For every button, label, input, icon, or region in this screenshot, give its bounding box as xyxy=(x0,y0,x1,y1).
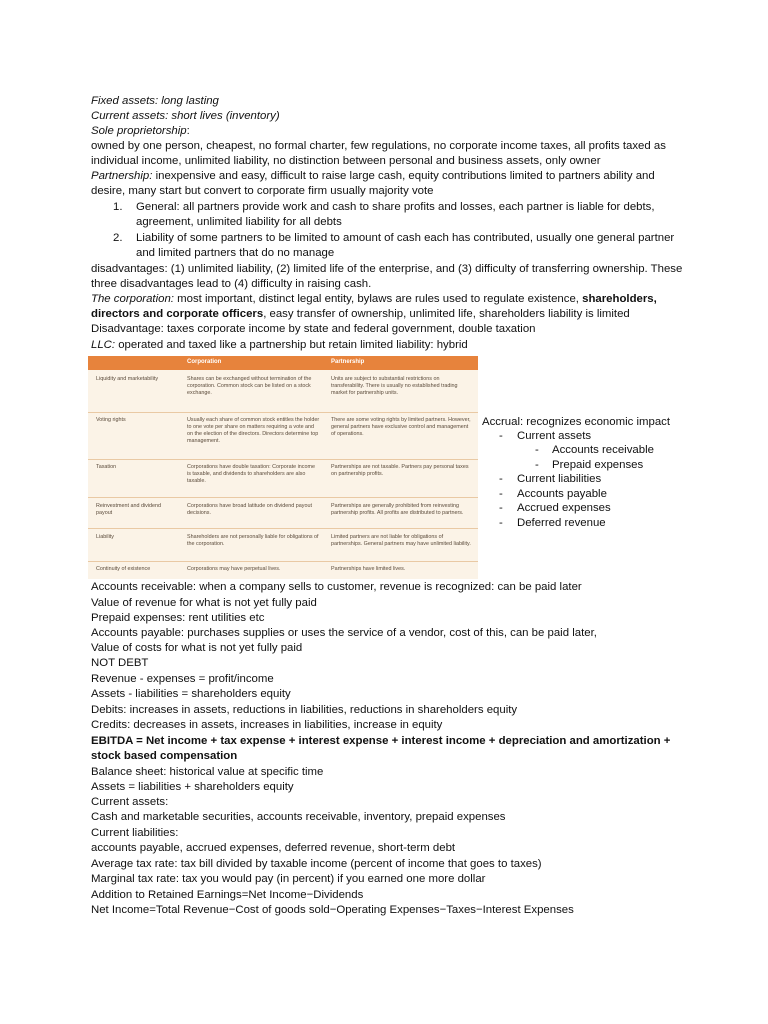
partnership-label: Partnership: xyxy=(91,170,153,182)
note-credits: Credits: decreases in assets, increases in liabilities, increase in equity xyxy=(91,719,443,731)
accrual-title: Accrual: recognizes economic impact xyxy=(482,416,671,428)
partnership-line-1 xyxy=(91,169,655,185)
sole-colon: : xyxy=(186,125,190,137)
bullet-dash: - xyxy=(499,430,503,442)
row-label: Taxation xyxy=(96,464,117,470)
note-average-tax-rate: Average tax rate: tax bill divided by taxable income (percent of income that goes to taxes) xyxy=(91,858,542,870)
row-divider xyxy=(88,412,478,413)
corporation-text-1a: most important, distinct legal entity, bylaws are rules used to regulate existence, xyxy=(173,293,583,305)
bullet-dash: - xyxy=(535,459,539,471)
table-header xyxy=(88,356,478,370)
row-label: Continuity of existence xyxy=(96,566,151,572)
note-accounts-receivable: Accounts receivable: when a company sells to customer, revenue is recognized: can be paid later xyxy=(91,581,582,593)
note-balance-sheet: Balance sheet: historical value at specific time xyxy=(91,766,324,778)
current-assets-line: Current assets: short lives (inventory) xyxy=(91,110,280,122)
row-divider xyxy=(88,497,478,498)
row-label: Reinvestment and dividend payout xyxy=(96,503,162,516)
note-revenue-expenses: Revenue - expenses = profit/income xyxy=(91,673,274,685)
list-number-2: 2. xyxy=(113,232,123,244)
list-number-1: 1. xyxy=(113,201,123,213)
header-partnership: Partnership xyxy=(331,359,365,365)
note-not-debt: NOT DEBT xyxy=(91,657,149,669)
partnership-text-1: inexpensive and easy, difficult to raise large cash, equity contributions limited to partners ability and xyxy=(152,170,655,182)
bullet-dash: - xyxy=(499,488,503,500)
note-current-liabilities-heading: Current liabilities: xyxy=(91,827,179,839)
row-corporation: Shareholders are not personally liable for obligations of the corporation. xyxy=(187,534,319,547)
row-label: Liability xyxy=(96,534,114,540)
general-partnership-line-1: General: all partners provide work and cash to share profits and losses, each partner is liable for debts, xyxy=(136,201,655,213)
sole-line-2: individual income, unlimited liability, no distinction between personal and business assets, only owner xyxy=(91,155,601,167)
note-accounts-payable: Accounts payable: purchases supplies or uses the service of a vendor, cost of this, can be paid later, xyxy=(91,627,597,639)
corporation-line-2 xyxy=(91,307,630,323)
corporation-disadvantage: Disadvantage: taxes corporate income by state and federal government, double taxation xyxy=(91,323,536,335)
row-corporation: Corporations have broad latitude on dividend payout decisions. xyxy=(187,503,312,516)
row-label: Liquidity and marketability xyxy=(96,376,159,382)
row-corporation: Shares can be exchanged without termination of the corporation. Common stock can be listed on a stock exchange. xyxy=(187,376,312,396)
accrual-accrued-expenses: Accrued expenses xyxy=(517,502,611,514)
row-partnership: Partnerships are generally prohibited from reinvesting partnership profits. All profits are distributed to partners. xyxy=(331,503,464,516)
row-partnership: Partnerships have limited lives. xyxy=(331,566,406,572)
note-marginal-tax-rate: Marginal tax rate: tax you would pay (in percent) if you earned one more dollar xyxy=(91,873,486,885)
corporation-text-2b: , easy transfer of ownership, unlimited life, shareholders liability is limited xyxy=(263,308,630,320)
accrual-accounts-payable: Accounts payable xyxy=(517,488,607,500)
row-corporation: Corporations have double taxation: Corporate income is taxable, and dividends to shareholders are also taxable. xyxy=(187,464,315,484)
note-prepaid-expenses: Prepaid expenses: rent utilities etc xyxy=(91,612,265,624)
note-assets-equation: Assets = liabilities + shareholders equity xyxy=(91,781,294,793)
comparison-table xyxy=(88,356,478,579)
llc-label: LLC: xyxy=(91,339,116,351)
row-partnership: Partnerships are not taxable. Partners pay personal taxes on partnership profits. xyxy=(331,464,469,477)
accrual-prepaid-expenses: Prepaid expenses xyxy=(552,459,644,471)
row-divider xyxy=(88,459,478,460)
sole-proprietorship-label: Sole proprietorship xyxy=(91,125,187,137)
corporation-officers: directors and corporate officers xyxy=(91,308,264,320)
header-corporation: Corporation xyxy=(187,359,222,365)
corporation-shareholders: shareholders, xyxy=(582,293,657,305)
llc-text: operated and taxed like a partnership but retain limited liability: hybrid xyxy=(115,339,468,351)
row-partnership: Units are subject to substantial restrictions on transferability. There is usually no established trading market for partnership units. xyxy=(331,376,458,396)
note-current-assets-heading: Current assets: xyxy=(91,796,169,808)
row-divider xyxy=(88,528,478,529)
accrual-current-liabilities: Current liabilities xyxy=(517,473,602,485)
note-debits: Debits: increases in assets, reductions in liabilities, reductions in shareholders equity xyxy=(91,704,518,716)
note-net-income: Net Income=Total Revenue−Cost of goods sold−Operating Expenses−Taxes−Interest Expenses xyxy=(91,904,574,916)
note-ebitda-2: stock based compensation xyxy=(91,750,238,762)
accrual-accounts-receivable: Accounts receivable xyxy=(552,444,654,456)
row-divider xyxy=(88,561,478,562)
bullet-dash: - xyxy=(499,502,503,514)
row-corporation: Usually each share of common stock entitles the holder to one vote per share on matters requiring a vote and on the election of the directors. Directors determine top management. xyxy=(187,417,320,444)
accrual-current-assets: Current assets xyxy=(517,430,592,442)
sole-line-1: owned by one person, cheapest, no formal charter, few regulations, no corporate income taxes, all profits taxed as xyxy=(91,140,666,152)
limited-partnership-line-1: Liability of some partners to be limited to amount of cash each has contributed, usually one general partner xyxy=(136,232,675,244)
fixed-assets-line: Fixed assets: long lasting xyxy=(91,95,219,107)
llc-line xyxy=(91,338,468,354)
disadvantages-line-1: disadvantages: (1) unlimited liability, (2) limited life of the enterprise, and (3) difficulty of transferring ownership. These xyxy=(91,263,683,275)
bullet-dash: - xyxy=(499,517,503,529)
note-current-assets-list: Cash and marketable securities, accounts receivable, inventory, prepaid expenses xyxy=(91,811,506,823)
row-partnership: Limited partners are not liable for obligations of partnerships. General partners may have unlimited liability. xyxy=(331,534,471,547)
limited-partnership-line-2: and limited partners that do no manage xyxy=(136,247,335,259)
note-assets-liabilities: Assets - liabilities = shareholders equity xyxy=(91,688,291,700)
note-retained-earnings: Addition to Retained Earnings=Net Income−Dividends xyxy=(91,889,364,901)
accrual-deferred-revenue: Deferred revenue xyxy=(517,517,606,529)
partnership-line-2: desire, many start but convert to corporate firm usually majority vote xyxy=(91,185,434,197)
corporation-label: The corporation: xyxy=(91,293,174,305)
note-value-of-revenue: Value of revenue for what is not yet fully paid xyxy=(91,597,317,609)
disadvantages-line-2: three disadvantages lead to (4) difficulty in raising cash. xyxy=(91,278,372,290)
bullet-dash: - xyxy=(499,473,503,485)
corporation-line-1 xyxy=(91,292,657,308)
sole-proprietorship-heading xyxy=(91,124,190,140)
row-corporation: Corporations may have perpetual lives. xyxy=(187,566,281,572)
row-label: Voting rights xyxy=(96,417,126,423)
bullet-dash: - xyxy=(535,444,539,456)
general-partnership-line-2: agreement, unlimited liability for all debts xyxy=(136,216,342,228)
row-partnership: There are some voting rights by limited partners. However, general partners have exclusive control and management of operations. xyxy=(331,417,471,437)
note-ebitda-1: EBITDA = Net income + tax expense + interest expense + interest income + depreciation and amortization + xyxy=(91,735,671,747)
note-current-liabilities-list: accounts payable, accrued expenses, deferred revenue, short-term debt xyxy=(91,842,456,854)
note-value-of-costs: Value of costs for what is not yet fully paid xyxy=(91,642,303,654)
